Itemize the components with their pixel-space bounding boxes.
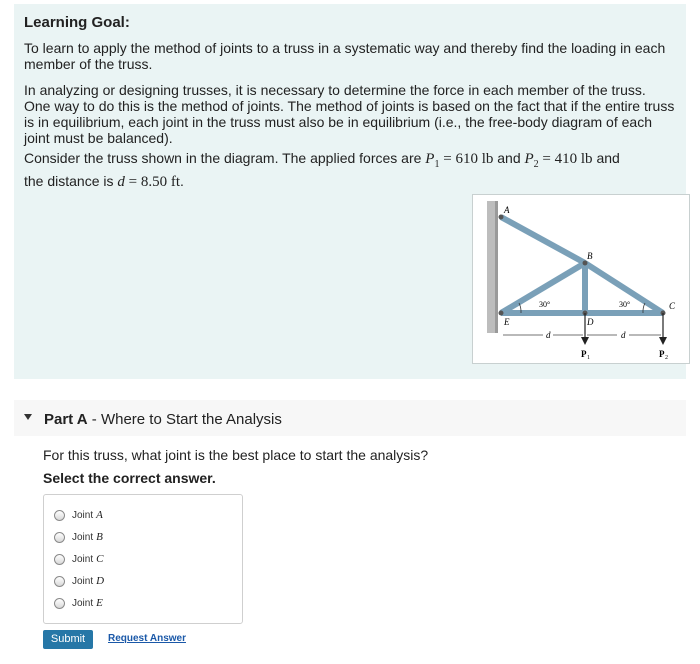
pin-A: [499, 215, 504, 220]
d-equals: =: [124, 173, 141, 190]
label-C: C: [669, 301, 676, 311]
learning-goal-panel: [14, 4, 686, 379]
learning-goal-title: Learning Goal:: [24, 14, 130, 31]
radio-button[interactable]: [54, 532, 65, 543]
option-label: Joint: [72, 553, 94, 565]
collapse-caret-icon[interactable]: [24, 414, 32, 420]
part-a-header[interactable]: [14, 400, 686, 436]
answer-options: [43, 494, 243, 624]
p3-text-b: the distance is: [24, 172, 118, 189]
label-P2-sub: 2: [665, 355, 668, 361]
radio-button[interactable]: [54, 598, 65, 609]
wall-edge: [495, 201, 498, 333]
p2-subscript: 2: [533, 158, 539, 170]
request-answer-link[interactable]: Request Answer: [108, 633, 186, 644]
radio-button[interactable]: [54, 510, 65, 521]
d-value: 8.50 ft: [140, 173, 181, 190]
option-label: Joint: [72, 531, 94, 543]
part-a-title: [44, 411, 282, 428]
label-D: D: [587, 317, 594, 327]
force-arrowhead-P2: [659, 337, 667, 345]
p1-symbol: P: [425, 151, 435, 167]
p3-period: .: [180, 172, 184, 189]
p2-equals: =: [538, 151, 555, 167]
part-a-subtitle: - Where to Start the Analysis: [87, 411, 282, 428]
p2-symbol: P: [524, 151, 534, 167]
option-var: C: [96, 553, 104, 565]
option-var: B: [96, 531, 103, 543]
option-label: Joint: [72, 575, 94, 587]
p3-text-a: Consider the truss shown in the diagram. The applied forces are: [24, 150, 426, 166]
label-E: E: [504, 317, 510, 327]
pin-B: [583, 261, 588, 266]
label-P1-sub: 1: [587, 355, 590, 361]
label-angle-2: 30°: [619, 300, 631, 309]
label-dist-2: d: [621, 330, 626, 340]
option-joint-b[interactable]: [54, 529, 103, 545]
option-var: A: [96, 509, 103, 521]
option-var: E: [96, 597, 103, 609]
label-angle-1: 30°: [539, 300, 551, 309]
d-symbol: d: [117, 173, 125, 190]
option-joint-c[interactable]: [54, 551, 103, 567]
p3-and: and: [493, 150, 525, 166]
goal-paragraph-2: In analyzing or designing trusses, it is necessary to determine the force in each member of the truss. One way to do this is the method of joints. The method of joints is based on the fact that if the entire truss is in equilibrium, each joint in the truss must also be in equilibrium (i.e., the free-body diagram of each joint must be balanced).: [24, 82, 675, 146]
submit-button[interactable]: Submit: [43, 630, 93, 649]
p1-value: 610 lb: [455, 151, 494, 167]
option-var: D: [96, 575, 105, 587]
option-joint-e[interactable]: [54, 595, 103, 611]
option-label: Joint: [72, 597, 94, 609]
option-joint-d[interactable]: [54, 573, 104, 589]
label-A: A: [504, 205, 510, 215]
pin-E: [499, 311, 504, 316]
part-a-label: Part A: [44, 411, 88, 428]
label-P2: P: [659, 349, 665, 359]
label-dist-1: d: [546, 330, 551, 340]
p3-and2: and: [592, 150, 620, 166]
radio-button[interactable]: [54, 554, 65, 565]
p2-value: 410 lb: [554, 151, 593, 167]
goal-paragraph-1: To learn to apply the method of joints to a truss in a systematic way and thereby find the loading in each member of the truss.: [24, 40, 666, 72]
truss-diagram: [472, 194, 690, 364]
question-text: For this truss, what joint is the best place to start the analysis?: [43, 447, 429, 463]
p1-equals: =: [439, 151, 456, 167]
instruction-text: Select the correct answer.: [43, 470, 216, 486]
label-P1: P: [581, 349, 587, 359]
truss-svg: [473, 195, 689, 363]
radio-button[interactable]: [54, 576, 65, 587]
label-B: B: [587, 251, 593, 261]
wall-support: [487, 201, 495, 333]
option-label: Joint: [72, 509, 94, 521]
force-arrowhead-P1: [581, 337, 589, 345]
member-AB: [501, 217, 585, 263]
p1-subscript: 1: [434, 158, 440, 170]
goal-paragraph-3: [24, 150, 676, 190]
option-joint-a[interactable]: [54, 507, 103, 523]
